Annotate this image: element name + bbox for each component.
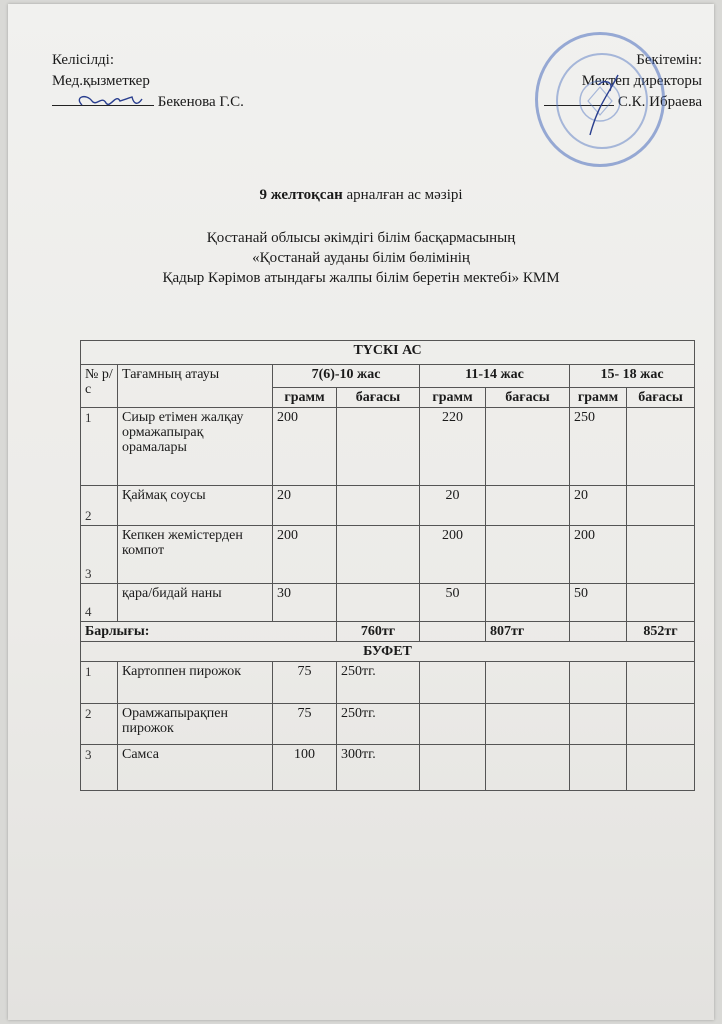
director-name: С.К. Ибраева	[617, 94, 702, 110]
gram-value: 200	[273, 408, 337, 486]
org-line-3: Қадыр Кәрімов атындағы жалпы білім беретін мектебі» КММ	[162, 270, 560, 286]
row-number: 1	[81, 662, 118, 704]
col-header-dish-name: Тағамның атауы	[118, 365, 273, 408]
approved-label: Бекітемін:	[636, 52, 702, 68]
gram-value: 50	[570, 584, 627, 622]
total-label: Барлығы:	[81, 622, 337, 642]
table-row	[81, 745, 695, 791]
gram-value: 200	[273, 526, 337, 584]
age-group-header: 7(6)-10 жас	[273, 365, 420, 388]
medical-worker-position: Мед.қызметкер	[52, 73, 150, 89]
col-header-number: № р/с	[81, 365, 118, 408]
gram-value: 220	[420, 408, 486, 486]
price-cell	[627, 526, 695, 584]
price-cell	[337, 584, 420, 622]
age-group-header: 11-14 жас	[420, 365, 570, 388]
age-group-header: 15- 18 жас	[570, 365, 695, 388]
price-cell	[627, 584, 695, 622]
table-row	[81, 486, 695, 526]
empty-cell	[420, 745, 486, 791]
empty-cell	[420, 704, 486, 745]
dish-name: Сиыр етімен жалқау ормажапырақ орамалары	[118, 408, 273, 486]
table-row	[81, 704, 695, 745]
price-value: 250тг.	[337, 704, 420, 745]
sub-header-price: бағасы	[627, 388, 695, 408]
agreed-label: Келісілді:	[52, 52, 115, 68]
empty-cell	[570, 745, 627, 791]
gram-value: 200	[570, 526, 627, 584]
table-row	[81, 526, 695, 584]
price-cell	[627, 408, 695, 486]
sub-header-gram: грамм	[420, 388, 486, 408]
total-value: 852тг	[627, 622, 695, 642]
table-row	[81, 662, 695, 704]
sub-header-gram: грамм	[273, 388, 337, 408]
menu-date: 9 желтоқсан	[259, 187, 343, 203]
gram-value: 50	[420, 584, 486, 622]
org-line-1: Қостанай облысы әкімдігі білім басқармасының	[206, 230, 516, 246]
gram-value: 20	[273, 486, 337, 526]
empty-cell	[627, 745, 695, 791]
empty-cell	[627, 662, 695, 704]
medical-worker-name: Бекенова Г.С.	[157, 94, 244, 110]
table-row	[81, 584, 695, 622]
totals-row	[81, 622, 695, 642]
sub-header-gram: грамм	[570, 388, 627, 408]
row-number: 2	[81, 704, 118, 745]
empty-cell	[570, 662, 627, 704]
empty-cell	[486, 662, 570, 704]
price-cell	[486, 408, 570, 486]
table-row	[81, 408, 695, 486]
price-cell	[337, 486, 420, 526]
gram-value: 75	[273, 704, 337, 745]
gram-value: 30	[273, 584, 337, 622]
signature-line	[52, 105, 154, 106]
buffet-item-name: Картоппен пирожок	[118, 662, 273, 704]
dish-name: қара/бидай наны	[118, 584, 273, 622]
price-cell	[337, 408, 420, 486]
gram-value: 100	[273, 745, 337, 791]
price-cell	[627, 486, 695, 526]
price-value: 250тг.	[337, 662, 420, 704]
empty-cell	[420, 662, 486, 704]
gram-value: 75	[273, 662, 337, 704]
row-number: 2	[81, 486, 118, 526]
gram-value: 250	[570, 408, 627, 486]
buffet-item-name: Самса	[118, 745, 273, 791]
row-number: 1	[81, 408, 118, 486]
empty-cell	[486, 704, 570, 745]
sub-header-price: бағасы	[486, 388, 570, 408]
empty-cell	[570, 622, 627, 642]
seal-emblem-icon	[538, 35, 662, 165]
buffet-item-name: Орамжапырақпен пирожок	[118, 704, 273, 745]
dish-name: Қаймақ соусы	[118, 486, 273, 526]
gram-value: 200	[420, 526, 486, 584]
empty-cell	[627, 704, 695, 745]
empty-cell	[486, 745, 570, 791]
total-value: 807тг	[486, 622, 570, 642]
buffet-section-header: БУФЕТ	[81, 642, 695, 662]
empty-cell	[570, 704, 627, 745]
lunch-section-header: ТҮСКІ АС	[81, 341, 695, 365]
row-number: 3	[81, 745, 118, 791]
gram-value: 20	[570, 486, 627, 526]
price-cell	[337, 526, 420, 584]
total-value: 760тг	[337, 622, 420, 642]
price-cell	[486, 526, 570, 584]
org-line-2: «Қостанай ауданы білім бөлімінің	[252, 250, 470, 266]
handwritten-signature-icon	[72, 91, 174, 113]
row-number: 3	[81, 526, 118, 584]
gram-value: 20	[420, 486, 486, 526]
menu-title-rest: арналған ас мәзірі	[342, 187, 463, 203]
sub-header-price: бағасы	[337, 388, 420, 408]
price-value: 300тг.	[337, 745, 420, 791]
empty-cell	[420, 622, 486, 642]
school-seal-stamp	[535, 32, 665, 167]
price-cell	[486, 486, 570, 526]
price-cell	[486, 584, 570, 622]
row-number: 4	[81, 584, 118, 622]
dish-name: Кепкен жемістерден компот	[118, 526, 273, 584]
menu-table	[80, 340, 695, 791]
medical-worker-signature-line	[52, 94, 244, 111]
menu-title	[0, 187, 722, 204]
director-position: Мектеп директоры	[581, 73, 702, 89]
